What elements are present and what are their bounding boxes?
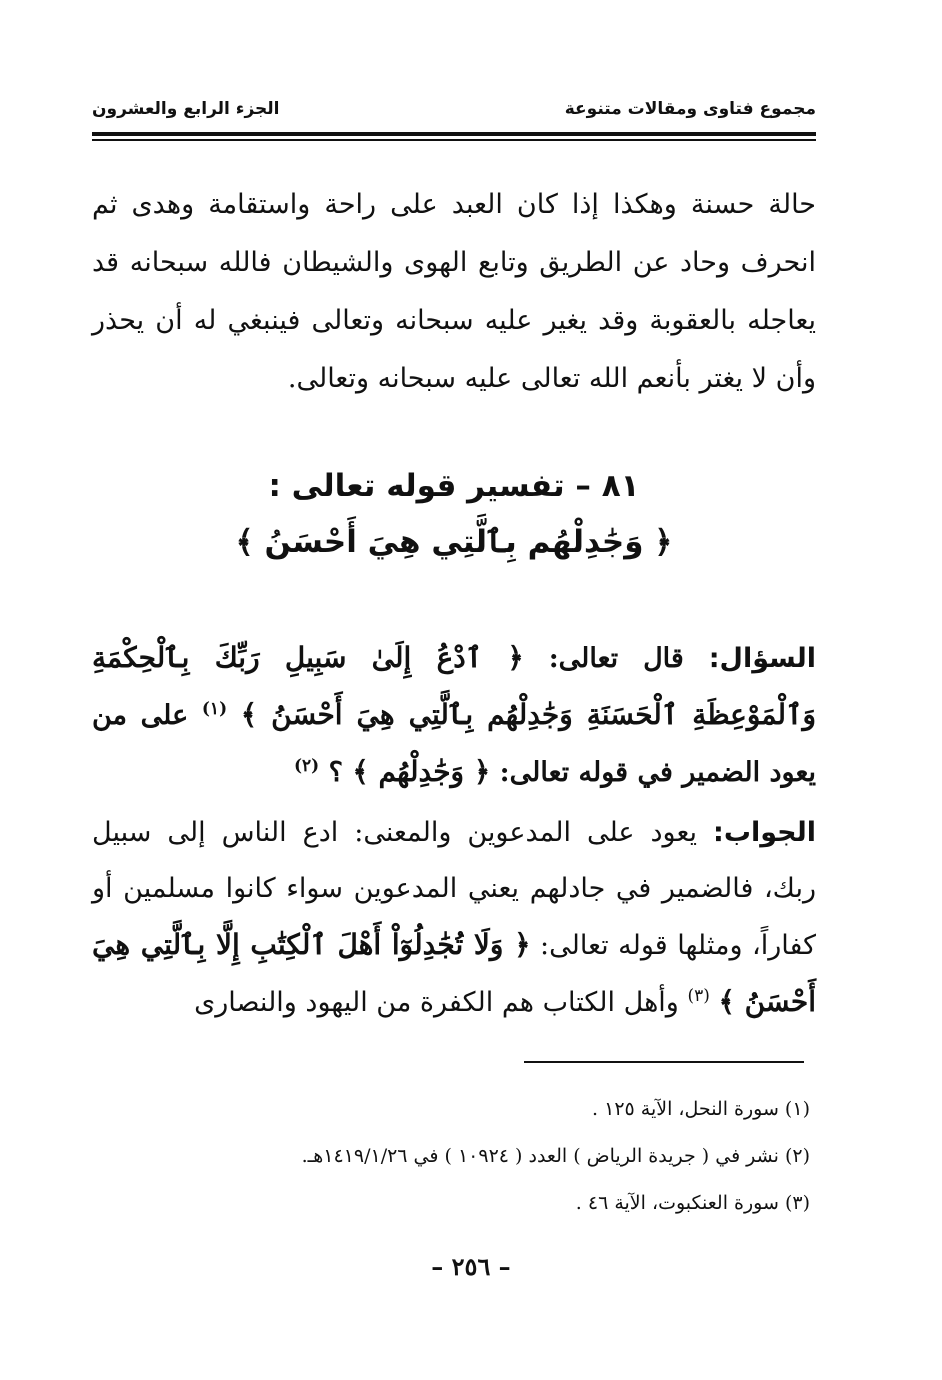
opening-paragraph: حالة حسنة وهكذا إذا كان العبد على راحة واستقامة وهدى ثم انحرف وحاد عن الطريق وتابع الهوى والشيطان فالله سبحانه قد يعاجله بالعقوبة وقد يغير عليه سبحانه وتعالى فينبغي له أن يحذر وأن لا يغتر بأنعم الله تعالى عليه سبحانه وتعالى. [92, 189, 816, 394]
question-intro: قال تعالى: [523, 643, 709, 674]
header-book-title: مجموع فتاوى ومقالات متنوعة [564, 99, 816, 119]
header-volume: الجزء الرابع والعشرون [92, 99, 280, 119]
question-paragraph [92, 630, 816, 801]
answer-paragraph [92, 805, 816, 1031]
answer-text-1: يعود على المدعوين والمعنى: ادع الناس إلى سبيل ربك، فالضمير في جادلهم يعني المدعوين سواء كانوا مسلمين أو كفاراً، ومثلها قوله تعالى: [92, 817, 817, 961]
header-rule-thick [92, 132, 816, 136]
question-answer-block [92, 630, 816, 1031]
question-mark: ؟ [319, 757, 353, 788]
footnote-1: (١) سورة النحل، الآية ١٢٥ . [592, 1098, 810, 1120]
section-title-verse: ﴿ وَجَٰدِلْهُم بِٱلَّتِي هِيَ أَحْسَنُ ﴾ [235, 524, 673, 560]
question-verse-2: ﴿ وَجَٰدِلْهُم ﴾ [352, 755, 491, 788]
running-header [92, 92, 816, 126]
footnote-ref-1: (١) [201, 699, 228, 719]
footnote-separator [524, 1061, 804, 1063]
answer-verse: ﴿ وَلَا تُجَٰدِلُوٓاْ أَهْلَ ٱلْكِتَٰبِ إِلَّا بِٱلَّتِي هِيَ أَحْسَنُ ﴾ [92, 928, 816, 1018]
footnote-3: (٣) سورة العنكبوت، الآية ٤٦ . [575, 1192, 810, 1214]
answer-label: الجواب: [713, 817, 816, 848]
question-label: السؤال: [708, 643, 816, 674]
section-title-line1: ٨١ – تفسير قوله تعالى : [268, 468, 640, 504]
footnote-ref-3: (٣) [687, 986, 710, 1006]
header-rule-thin [92, 139, 816, 141]
footnotes [92, 1086, 810, 1227]
question-verse: ﴿ ٱدْعُ إِلَىٰ سَبِيلِ رَبِّكَ بِٱلْحِكْمَةِ وَٱلْمَوْعِظَةِ ٱلْحَسَنَةِ وَجَٰدِلْهُم بِٱلَّتِي هِيَ أَحْسَنُ ﴾ [92, 641, 817, 731]
page-number: – ٢٥٦ – [431, 1252, 511, 1281]
footnote-ref-2: (٢) [293, 756, 320, 776]
section-heading [92, 458, 816, 570]
footnote-2: (٢) نشر في ( جريدة الرياض ) العدد ( ١٠٩٢٤ ) في ١٤١٩/١/٢٦هـ. [301, 1145, 810, 1167]
answer-text-2: وأهل الكتاب هم الكفرة من اليهود والنصارى [194, 987, 688, 1018]
question-middle: على من يعود الضمير في قوله تعالى: [92, 700, 816, 788]
